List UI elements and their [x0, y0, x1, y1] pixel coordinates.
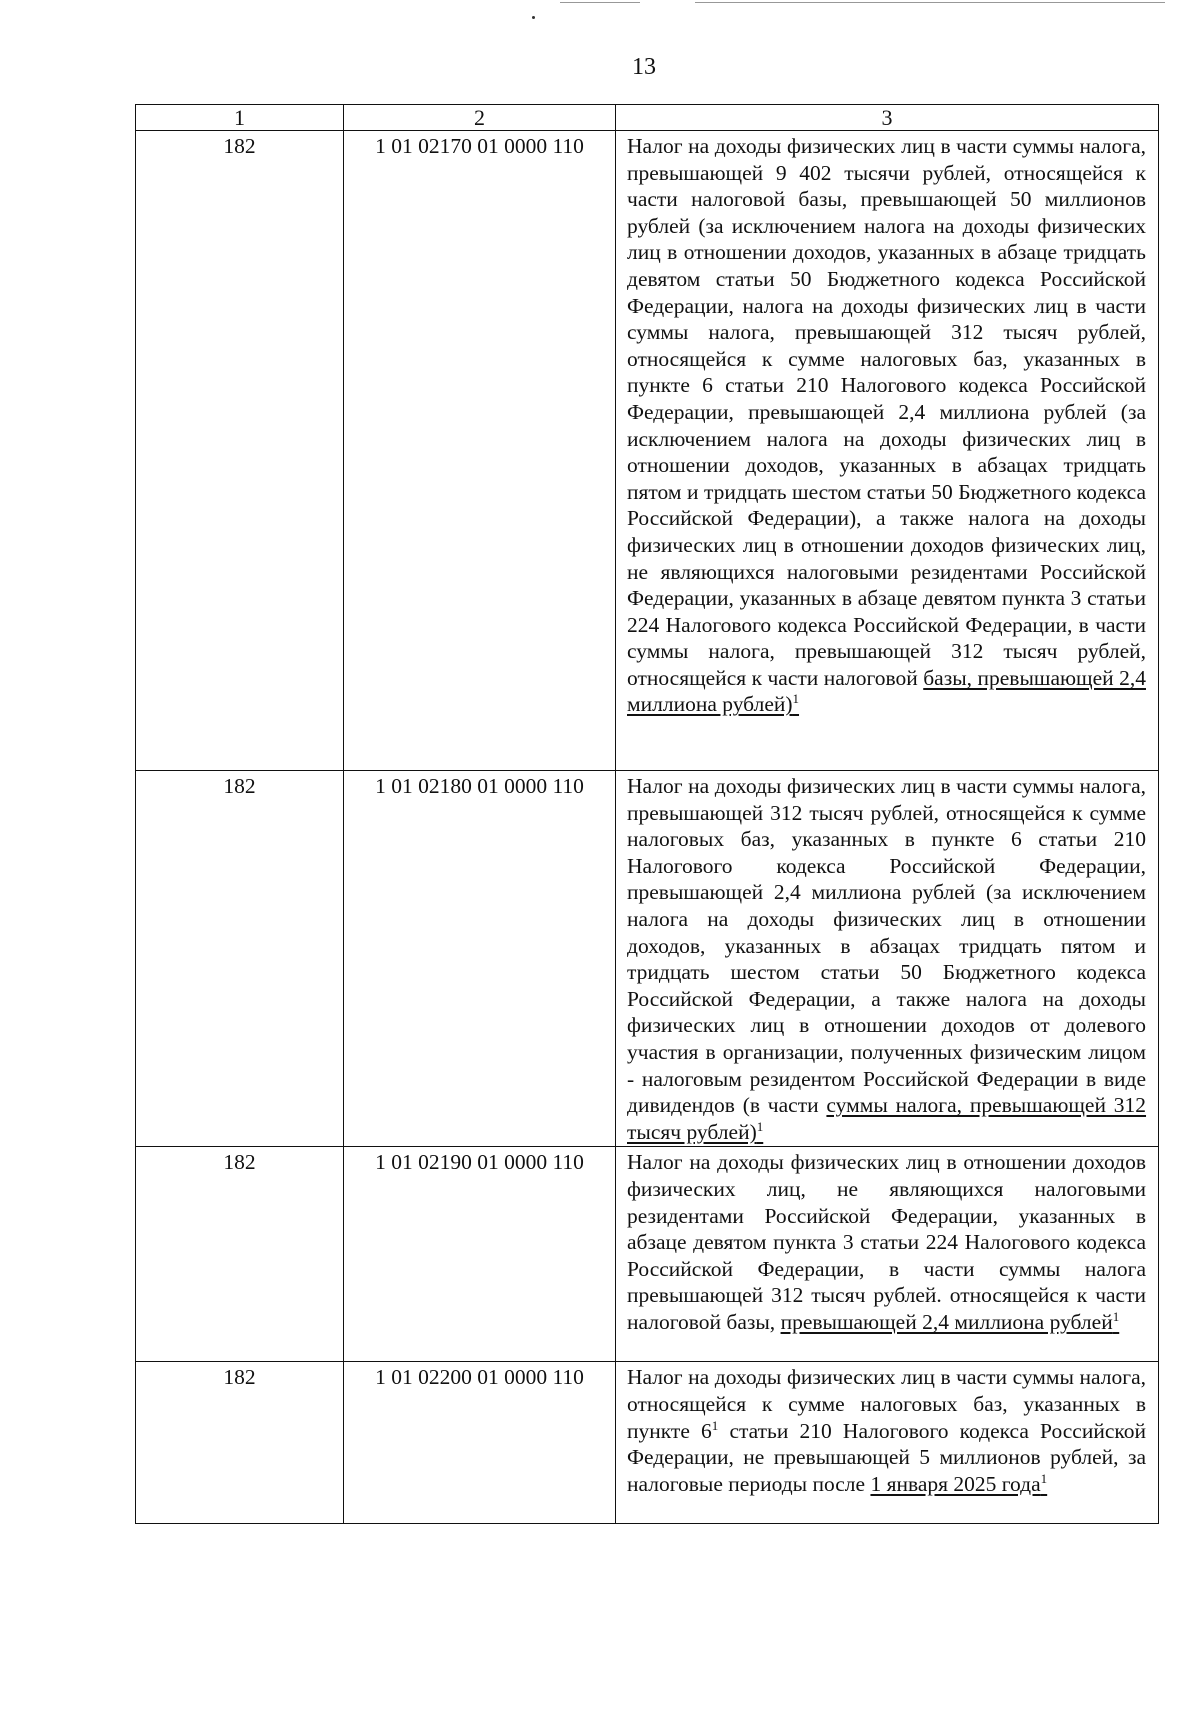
- description-last-line: [781, 1310, 1120, 1334]
- footnote-mark: 1: [1112, 1308, 1120, 1324]
- description-text: Налог на доходы физических лиц в отношении доходов физических лиц, не являющихся налоговыми резидентами Российской Федерации, указанных в абзаце девятом пункта 3 статьи 224 Налогового кодекса Российской Федерации, в части суммы налога превышающей 312 тысяч рублей. относящейся к части налоговой базы,: [627, 1150, 1146, 1334]
- column-header-2: 2: [344, 105, 616, 131]
- table-row: [136, 1147, 1159, 1362]
- admin-code-cell: 182: [136, 771, 344, 1147]
- footnote-mark: 1: [756, 1118, 764, 1134]
- admin-code-cell: 182: [136, 1362, 344, 1524]
- budget-code-cell: 1 01 02190 01 0000 110: [344, 1147, 616, 1362]
- page-number: 13: [632, 54, 656, 80]
- column-header-3: 3: [616, 105, 1159, 131]
- footnote-mark: 1: [1040, 1470, 1048, 1486]
- description-cell: [616, 131, 1159, 771]
- footnote-mark: 1: [711, 1417, 719, 1433]
- description-last-text: суммы налога, превышающей 312 тысяч рублей): [627, 1093, 1147, 1144]
- scan-artifact-line: [695, 2, 1165, 3]
- table-header-row: [136, 105, 1159, 131]
- budget-code-cell: 1 01 02170 01 0000 110: [344, 131, 616, 771]
- admin-code-cell: 182: [136, 131, 344, 771]
- budget-code-cell: 1 01 02200 01 0000 110: [344, 1362, 616, 1524]
- budget-code-cell: 1 01 02180 01 0000 110: [344, 771, 616, 1147]
- income-codes-table: [135, 104, 1159, 1524]
- description-last-text: базы, превышающей 2,4 миллиона рублей): [627, 665, 1146, 717]
- table-row: [136, 131, 1159, 771]
- footnote-mark: 1: [792, 691, 800, 707]
- description-text: Налог на доходы физических лиц в части суммы налога, относящейся к сумме налоговых баз, указанных в пункте 6: [627, 1365, 1146, 1443]
- scan-artifact-dot: [532, 16, 535, 19]
- description-text: Налог на доходы физических лиц в части суммы налога, превышающей 9 402 тысячи рублей, относящейся к части налоговой базы, превышающей 50 миллионов рублей (за исключением налога на доходы физических лиц в отношении доходов, указанных в абзаце тридцать девятом статьи 50 Бюджетного кодекса Российской Федерации, налога на доходы физических лиц в части суммы налога, превышающей 312 тысяч рублей, относящейся к сумме налоговых баз, указанных в пункте 6 статьи 210 Налогового кодекса Российской Федерации, превышающей 2,4 миллиона рублей (за исключением налога на доходы физических лиц в отношении доходов, указанных в абзацах тридцать пятом и тридцать шестом статьи 50 Бюджетного кодекса Российской Федерации), а также налога на доходы физических лиц в отношении доходов физических лиц, не являющихся налоговыми резидентами Российской Федерации, указанных в абзаце девятом пункта 3 статьи 224 Налогового кодекса Российской Федерации, в части суммы налога, превышающей 312 тысяч рублей, относящейся к части налоговой: [627, 134, 1146, 690]
- column-header-1: 1: [136, 105, 344, 131]
- description-cell: [616, 771, 1159, 1147]
- description-text-tail: статьи 210 Налогового кодекса Российской Федерации, не превышающей 5 миллионов рублей, за налоговые периоды после: [627, 1418, 1146, 1496]
- table-row: [136, 771, 1159, 1147]
- description-cell: [616, 1147, 1159, 1362]
- description-cell: [616, 1362, 1159, 1524]
- description-last-text: превышающей 2,4 миллиона рублей: [780, 1309, 1113, 1334]
- scan-artifact-line: [560, 2, 640, 3]
- table-row: [136, 1362, 1159, 1524]
- description-last-text: 1 января 2025 года: [870, 1471, 1041, 1496]
- description-text: Налог на доходы физических лиц в части суммы налога, превышающей 312 тысяч рублей, относящейся к сумме налоговых баз, указанных в пункте 6 статьи 210 Налогового кодекса Российской Федерации, превышающей 2,4 миллиона рублей (за исключением налога на доходы физических лиц в отношении доходов, указанных в абзацах тридцать пятом и тридцать шестом статьи 50 Бюджетного кодекса Российской Федерации, а также налога на доходы физических лиц в отношении доходов от долевого участия в организации, полученных физическим лицом - налоговым резидентом Российской Федерации в виде дивидендов (в части: [627, 774, 1146, 1118]
- admin-code-cell: 182: [136, 1147, 344, 1362]
- description-last-line: [870, 1472, 1047, 1496]
